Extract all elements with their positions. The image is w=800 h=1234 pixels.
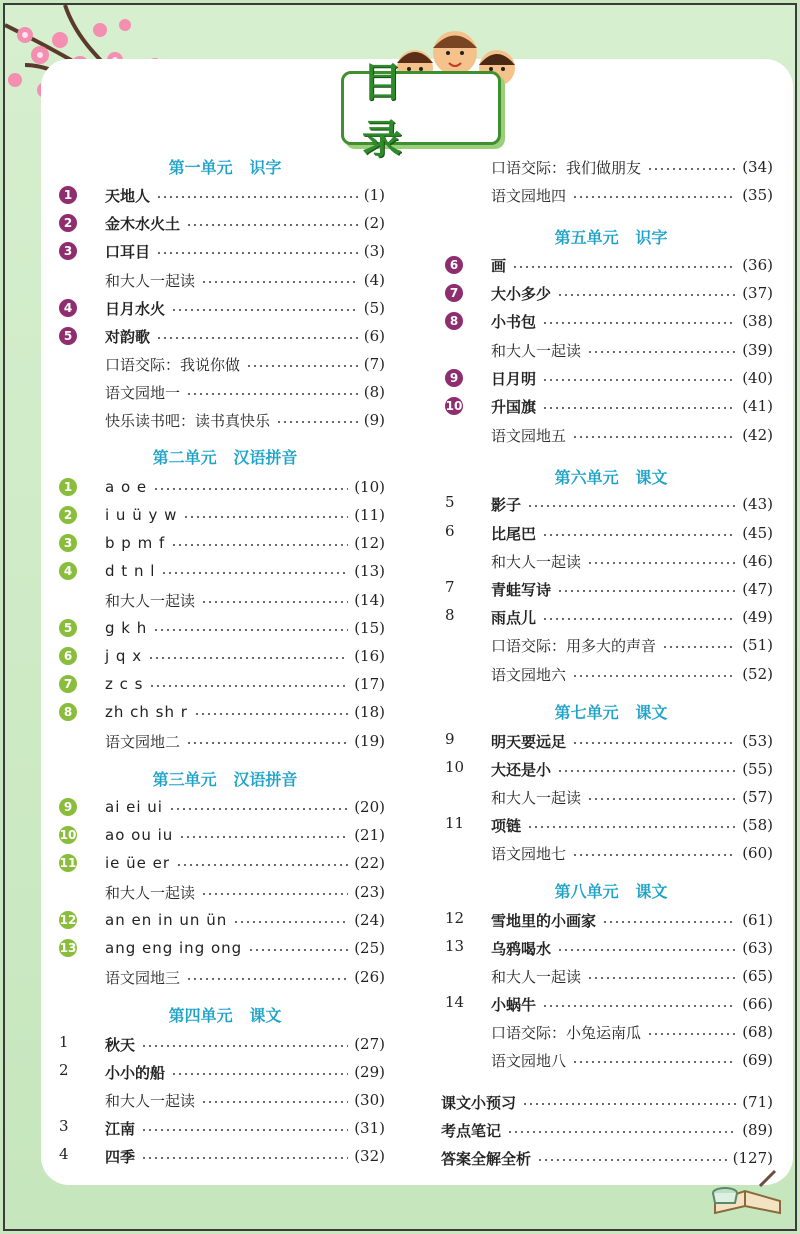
- dot-leader: [557, 294, 736, 296]
- entry-title: 和大人一起读: [105, 1091, 196, 1110]
- dot-leader: [153, 629, 348, 631]
- dot-leader: [183, 516, 348, 518]
- page-number: (14): [354, 591, 385, 609]
- toc-entry[interactable]: [445, 729, 773, 753]
- page-number: (24): [354, 911, 385, 929]
- unit-heading: 第六单元 课文: [554, 468, 668, 487]
- dot-leader: [149, 685, 348, 687]
- toc-entry[interactable]: [449, 366, 773, 390]
- entry-title: 语文园地四: [491, 186, 567, 205]
- page-number: (42): [742, 426, 773, 444]
- dot-leader: [169, 808, 348, 810]
- page-number: (15): [354, 619, 385, 637]
- lesson-number-badge: 11: [59, 856, 77, 870]
- dot-leader: [572, 1061, 736, 1063]
- entry-title: 天地人: [105, 186, 151, 205]
- entry-title: 江南: [105, 1119, 136, 1138]
- entry-title: 和大人一起读: [491, 341, 582, 360]
- toc-entry[interactable]: [105, 408, 385, 432]
- page-number: (1): [363, 186, 385, 204]
- page-number: (43): [742, 495, 773, 513]
- dot-leader: [542, 618, 736, 620]
- page-title: 目 录: [362, 60, 420, 163]
- entry-title: 快乐读书吧：读书真快乐: [105, 411, 271, 430]
- dot-leader: [587, 351, 736, 353]
- toc-entry[interactable]: [63, 503, 385, 527]
- dot-leader: [557, 770, 736, 772]
- toc-entry[interactable]: [63, 795, 385, 819]
- toc-entry[interactable]: [491, 633, 773, 657]
- entry-title: 青蛙写诗: [491, 580, 552, 599]
- dot-leader: [201, 893, 348, 895]
- lesson-number-badge: 1: [59, 478, 77, 496]
- lesson-number-badge: 8: [59, 703, 77, 721]
- entry-title: 口语交际：我们做朋友: [491, 158, 642, 177]
- entry-title: 日月明: [491, 369, 537, 388]
- toc-entry[interactable]: [63, 700, 385, 724]
- entry-title: ai ei ui: [105, 798, 163, 816]
- entry-title: 小蜗牛: [491, 995, 537, 1014]
- dot-leader: [141, 1129, 348, 1131]
- page-number: (41): [742, 397, 773, 415]
- dot-leader: [201, 601, 348, 603]
- toc-entry[interactable]: [449, 253, 773, 277]
- page-number: (9): [363, 411, 385, 429]
- unit-heading: 第一单元 识字: [168, 158, 282, 177]
- entry-title: 金木水火土: [105, 214, 181, 233]
- page-number: (20): [354, 798, 385, 816]
- toc-entry[interactable]: [445, 936, 773, 960]
- dot-leader: [557, 949, 736, 951]
- lesson-number-badge: 9: [445, 369, 463, 387]
- entry-title: ao ou iu: [105, 826, 174, 844]
- entry-title: 比尾巴: [491, 524, 537, 543]
- toc-entry[interactable]: [445, 813, 773, 837]
- toc-entry[interactable]: [105, 1088, 385, 1112]
- toc-entry[interactable]: [59, 851, 385, 875]
- toc-entry[interactable]: [63, 183, 385, 207]
- lesson-number-badge: 9: [59, 798, 77, 816]
- dot-leader: [156, 252, 358, 254]
- dot-leader: [186, 393, 358, 395]
- dot-leader: [527, 505, 736, 507]
- toc-entry[interactable]: [491, 338, 773, 362]
- lesson-number: 2: [59, 1061, 69, 1079]
- dot-leader: [512, 266, 736, 268]
- page-number: (18): [354, 703, 385, 721]
- lesson-number: 11: [445, 814, 465, 832]
- toc-entry[interactable]: [491, 1020, 773, 1044]
- entry-title: 课文小预习: [441, 1093, 517, 1112]
- page-number: (4): [363, 271, 385, 289]
- entry-title: 和大人一起读: [105, 883, 196, 902]
- dot-leader: [572, 675, 736, 677]
- toc-entry[interactable]: [491, 964, 773, 988]
- dot-leader: [186, 978, 348, 980]
- page-number: (89): [742, 1121, 773, 1139]
- lesson-number-badge: 3: [59, 242, 77, 260]
- toc-entry[interactable]: [445, 521, 773, 545]
- dot-leader: [179, 836, 348, 838]
- dot-leader: [542, 379, 736, 381]
- entry-title: i u ü y w: [105, 506, 178, 524]
- toc-entry[interactable]: [491, 1048, 773, 1072]
- toc-entry[interactable]: [105, 588, 385, 612]
- entry-title: 语文园地一: [105, 383, 181, 402]
- page-number: (22): [354, 854, 385, 872]
- lesson-number: 12: [445, 909, 465, 927]
- page-number: (57): [742, 788, 773, 806]
- entry-title: a o e: [105, 478, 148, 496]
- page-number: (55): [742, 760, 773, 778]
- page-number: (26): [354, 968, 385, 986]
- toc-entry[interactable]: [445, 992, 773, 1016]
- entry-title: 大还是小: [491, 760, 552, 779]
- page-number: (2): [363, 214, 385, 232]
- dot-leader: [176, 864, 348, 866]
- toc-entry[interactable]: [445, 605, 773, 629]
- dot-leader: [587, 562, 736, 564]
- page-number: (45): [742, 524, 773, 542]
- toc-entry[interactable]: [491, 549, 773, 573]
- toc-entry[interactable]: [445, 757, 773, 781]
- entry-title: 语文园地三: [105, 968, 181, 987]
- page-number: (32): [354, 1147, 385, 1165]
- lesson-number-badge: 12: [59, 913, 77, 927]
- page-number: (49): [742, 608, 773, 626]
- lesson-number: 8: [445, 606, 455, 624]
- dot-leader: [572, 742, 736, 744]
- page-number: (68): [742, 1023, 773, 1041]
- lesson-number: 5: [445, 493, 455, 511]
- dot-leader: [248, 949, 348, 951]
- lesson-number: 7: [445, 578, 455, 596]
- entry-title: 四季: [105, 1147, 136, 1166]
- entry-title: zh ch sh r: [105, 703, 188, 721]
- page-number: (8): [363, 383, 385, 401]
- page-number: (21): [354, 826, 385, 844]
- page-number: (34): [742, 158, 773, 176]
- lesson-number: 6: [445, 522, 455, 540]
- lesson-number: 13: [445, 937, 465, 955]
- page-number: (52): [742, 665, 773, 683]
- unit-heading: 第八单元 课文: [554, 882, 668, 901]
- entry-title: an en in un ün: [105, 911, 228, 929]
- dot-leader: [507, 1131, 736, 1133]
- toc-entry[interactable]: [105, 880, 385, 904]
- page-number: (40): [742, 369, 773, 387]
- toc-entry[interactable]: [59, 1032, 385, 1056]
- dot-leader: [276, 421, 358, 423]
- entry-title: ang eng ing ong: [105, 939, 243, 957]
- toc-entry[interactable]: [105, 965, 385, 989]
- entry-title: 语文园地二: [105, 732, 181, 751]
- unit-heading: 第二单元 汉语拼音: [152, 448, 298, 467]
- page-number: (29): [354, 1063, 385, 1081]
- page-number: (13): [354, 562, 385, 580]
- unit-heading: 第五单元 识字: [554, 228, 668, 247]
- page-number: (127): [732, 1149, 773, 1167]
- lesson-number-badge: 10: [59, 828, 77, 842]
- page-number: (30): [354, 1091, 385, 1109]
- toc-entry[interactable]: [63, 672, 385, 696]
- entry-title: 画: [491, 256, 507, 275]
- lesson-number-badge: 6: [59, 647, 77, 665]
- page-number: (47): [742, 580, 773, 598]
- page-number: (10): [354, 478, 385, 496]
- dot-leader: [201, 281, 358, 283]
- lesson-number-badge: 1: [59, 186, 77, 204]
- lesson-number-badge: 5: [59, 619, 77, 637]
- entry-title: 小书包: [491, 312, 537, 331]
- toc-entry[interactable]: [59, 1144, 385, 1168]
- toc-extra-entry[interactable]: [441, 1090, 773, 1114]
- dot-leader: [572, 436, 736, 438]
- dot-leader: [156, 196, 358, 198]
- page-number: (6): [363, 327, 385, 345]
- dot-leader: [233, 921, 348, 923]
- entry-title: 项链: [491, 816, 522, 835]
- toc-entry[interactable]: [105, 729, 385, 753]
- page-number: (12): [354, 534, 385, 552]
- toc-entry[interactable]: [445, 908, 773, 932]
- page-number: (51): [742, 636, 773, 654]
- page-number: (58): [742, 816, 773, 834]
- toc-entry[interactable]: [63, 644, 385, 668]
- entry-title: 升国旗: [491, 397, 537, 416]
- dot-leader: [141, 1157, 348, 1159]
- dot-leader: [647, 168, 736, 170]
- page-number: (63): [742, 939, 773, 957]
- toc-entry[interactable]: [63, 296, 385, 320]
- dot-leader: [194, 713, 348, 715]
- toc-extra-entry[interactable]: [441, 1118, 773, 1142]
- toc-entry[interactable]: [63, 475, 385, 499]
- page-number: (37): [742, 284, 773, 302]
- page-number: (31): [354, 1119, 385, 1137]
- dot-leader: [542, 534, 736, 536]
- dot-leader: [186, 742, 348, 744]
- toc-entry[interactable]: [449, 281, 773, 305]
- entry-title: 答案全解全析: [441, 1149, 532, 1168]
- toc-entry[interactable]: [105, 380, 385, 404]
- page-number: (61): [742, 911, 773, 929]
- dot-leader: [542, 1005, 736, 1007]
- dot-leader: [557, 590, 736, 592]
- toc-entry[interactable]: [63, 324, 385, 348]
- page-number: (36): [742, 256, 773, 274]
- page-number: (38): [742, 312, 773, 330]
- toc-entry[interactable]: [491, 662, 773, 686]
- dot-leader: [522, 1103, 736, 1105]
- lesson-number: 4: [59, 1145, 69, 1163]
- dot-leader: [527, 826, 736, 828]
- entry-title: 和大人一起读: [491, 552, 582, 571]
- lesson-number-badge: 2: [59, 506, 77, 524]
- dot-leader: [572, 854, 736, 856]
- page-number: (71): [742, 1093, 773, 1111]
- entry-title: 口耳目: [105, 242, 151, 261]
- page-number: (27): [354, 1035, 385, 1053]
- dot-leader: [246, 365, 358, 367]
- page-title-box: [341, 60, 501, 163]
- entry-title: 口语交际：我说你做: [105, 355, 241, 374]
- toc-entry[interactable]: [59, 908, 385, 932]
- entry-title: 日月水火: [105, 299, 166, 318]
- page-number: (11): [354, 506, 385, 524]
- toc-entry[interactable]: [445, 394, 773, 418]
- page-number: (16): [354, 647, 385, 665]
- dot-leader: [572, 196, 736, 198]
- toc-entry[interactable]: [59, 936, 385, 960]
- page-number: (65): [742, 967, 773, 985]
- lesson-number: 9: [445, 730, 455, 748]
- page-frame: [3, 3, 797, 1231]
- dot-leader: [153, 488, 348, 490]
- dot-leader: [171, 1073, 348, 1075]
- toc-entry[interactable]: [491, 155, 773, 179]
- dot-leader: [537, 1159, 727, 1161]
- unit-heading: 第七单元 课文: [554, 703, 668, 722]
- toc-entry[interactable]: [105, 268, 385, 292]
- entry-title: 口语交际：小兔运南瓜: [491, 1023, 642, 1042]
- lesson-number-badge: 2: [59, 214, 77, 232]
- toc-entry[interactable]: [491, 423, 773, 447]
- entry-title: 小小的船: [105, 1063, 166, 1082]
- entry-title: 雪地里的小画家: [491, 911, 597, 930]
- page-number: (39): [742, 341, 773, 359]
- dot-leader: [647, 1033, 736, 1035]
- page-number: (19): [354, 732, 385, 750]
- entry-title: 对韵歌: [105, 327, 151, 346]
- entry-title: 和大人一起读: [491, 967, 582, 986]
- entry-title: 乌鸦喝水: [491, 939, 552, 958]
- dot-leader: [201, 1101, 348, 1103]
- lesson-number-badge: 7: [59, 675, 77, 693]
- entry-title: 雨点儿: [491, 608, 537, 627]
- entry-title: 和大人一起读: [491, 788, 582, 807]
- lesson-number-badge: 4: [59, 562, 77, 580]
- page-number: (7): [363, 355, 385, 373]
- entry-title: ie üe er: [105, 854, 171, 872]
- entry-title: g k h: [105, 619, 148, 637]
- lesson-number: 1: [59, 1033, 69, 1051]
- page-number: (23): [354, 883, 385, 901]
- dot-leader: [587, 798, 736, 800]
- dot-leader: [542, 322, 736, 324]
- dot-leader: [186, 224, 358, 226]
- entry-title: d t n l: [105, 562, 156, 580]
- lesson-number-badge: 8: [445, 312, 463, 330]
- page-number: (46): [742, 552, 773, 570]
- lesson-number: 10: [445, 758, 465, 776]
- page-number: (5): [363, 299, 385, 317]
- book-and-cup-icon: [705, 1151, 785, 1221]
- dot-leader: [171, 544, 348, 546]
- dot-leader: [542, 407, 736, 409]
- lesson-number-badge: 3: [59, 534, 77, 552]
- entry-title: 明天要远足: [491, 732, 567, 751]
- page-number: (69): [742, 1051, 773, 1069]
- toc-entry[interactable]: [491, 183, 773, 207]
- entry-title: z c s: [105, 675, 144, 693]
- entry-title: 语文园地五: [491, 426, 567, 445]
- toc-entry[interactable]: [63, 239, 385, 263]
- lesson-number: 14: [445, 993, 465, 1011]
- unit-heading: 第三单元 汉语拼音: [152, 770, 298, 789]
- lesson-number-badge: 6: [445, 256, 463, 274]
- entry-title: 语文园地八: [491, 1051, 567, 1070]
- dot-leader: [587, 977, 736, 979]
- lesson-number-badge: 13: [59, 941, 77, 955]
- entry-title: 大小多少: [491, 284, 552, 303]
- toc-entry[interactable]: [445, 577, 773, 601]
- page-number: (3): [363, 242, 385, 260]
- entry-title: 口语交际：用多大的声音: [491, 636, 657, 655]
- dot-leader: [161, 572, 348, 574]
- entry-title: 考点笔记: [441, 1121, 502, 1140]
- entry-title: 和大人一起读: [105, 271, 196, 290]
- page-number: (60): [742, 844, 773, 862]
- toc-entry[interactable]: [105, 352, 385, 376]
- entry-title: 语文园地六: [491, 665, 567, 684]
- toc-entry[interactable]: [59, 823, 385, 847]
- page-number: (35): [742, 186, 773, 204]
- entry-title: 和大人一起读: [105, 591, 196, 610]
- page-number: (66): [742, 995, 773, 1013]
- toc-entry[interactable]: [63, 559, 385, 583]
- dot-leader: [141, 1045, 348, 1047]
- unit-heading: 第四单元 课文: [168, 1006, 282, 1025]
- lesson-number-badge: 4: [59, 299, 77, 317]
- toc-entry[interactable]: [449, 309, 773, 333]
- toc-entry[interactable]: [63, 616, 385, 640]
- entry-title: 影子: [491, 495, 522, 514]
- toc-entry[interactable]: [59, 1116, 385, 1140]
- toc-entry[interactable]: [491, 785, 773, 809]
- entry-title: 语文园地七: [491, 844, 567, 863]
- dot-leader: [156, 337, 358, 339]
- page-number: (53): [742, 732, 773, 750]
- lesson-number-badge: 10: [445, 399, 463, 413]
- lesson-number: 3: [59, 1117, 69, 1135]
- page-number: (25): [354, 939, 385, 957]
- entry-title: j q x: [105, 647, 143, 665]
- toc-entry[interactable]: [491, 841, 773, 865]
- toc-entry[interactable]: [63, 211, 385, 235]
- lesson-number-badge: 7: [445, 284, 463, 302]
- dot-leader: [602, 921, 736, 923]
- entry-title: 秋天: [105, 1035, 136, 1054]
- dot-leader: [148, 657, 348, 659]
- entry-title: b p m f: [105, 534, 166, 552]
- page-number: (17): [354, 675, 385, 693]
- lesson-number-badge: 5: [59, 327, 77, 345]
- dot-leader: [662, 646, 736, 648]
- dot-leader: [171, 309, 358, 311]
- toc-entry[interactable]: [445, 492, 773, 516]
- toc-entry[interactable]: [63, 531, 385, 555]
- toc-entry[interactable]: [59, 1060, 385, 1084]
